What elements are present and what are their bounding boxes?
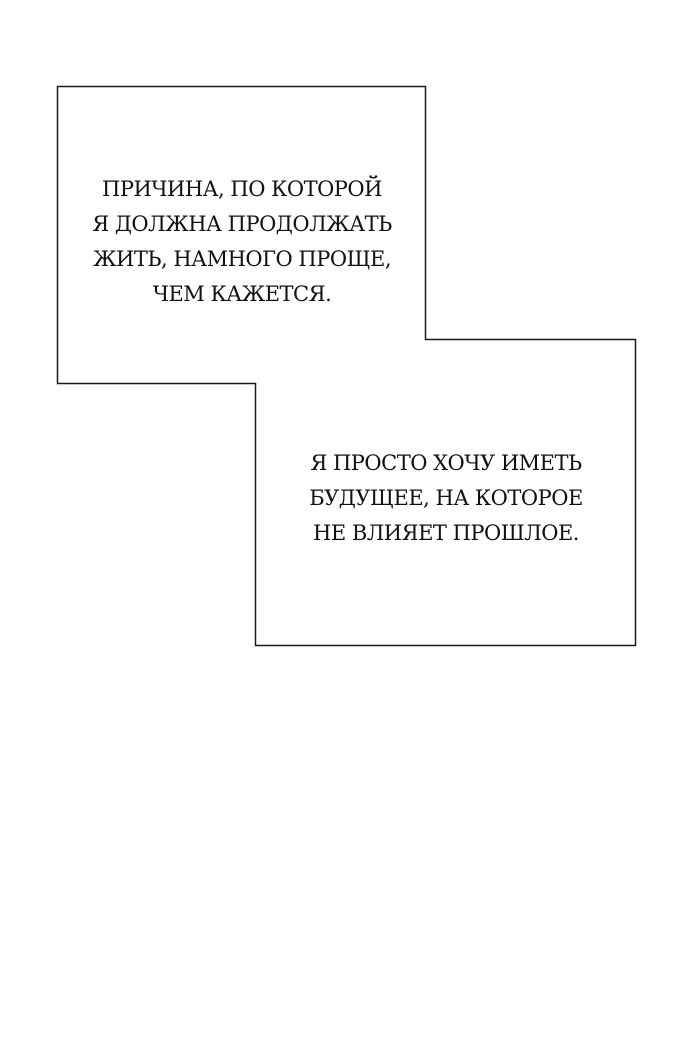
caption-line: ПРИЧИНА, ПО КОТОРОЙ	[102, 177, 382, 201]
narration-caption-bottom	[256, 446, 636, 551]
caption-line: НЕ ВЛИЯЕТ ПРОШЛОЕ.	[313, 521, 579, 545]
narration-caption-top	[58, 172, 426, 312]
caption-line: Я ДОЛЖНА ПРОДОЛЖАТЬ	[92, 212, 392, 236]
caption-line: ЧЕМ КАЖЕТСЯ.	[152, 282, 332, 306]
caption-line: БУДУЩЕЕ, НА КОТОРОЕ	[309, 486, 583, 510]
caption-box-shape	[58, 87, 636, 646]
caption-line: Я ПРОСТО ХОЧУ ИМЕТЬ	[310, 451, 582, 475]
caption-line: ЖИТЬ, НАМНОГО ПРОЩЕ,	[92, 247, 392, 271]
